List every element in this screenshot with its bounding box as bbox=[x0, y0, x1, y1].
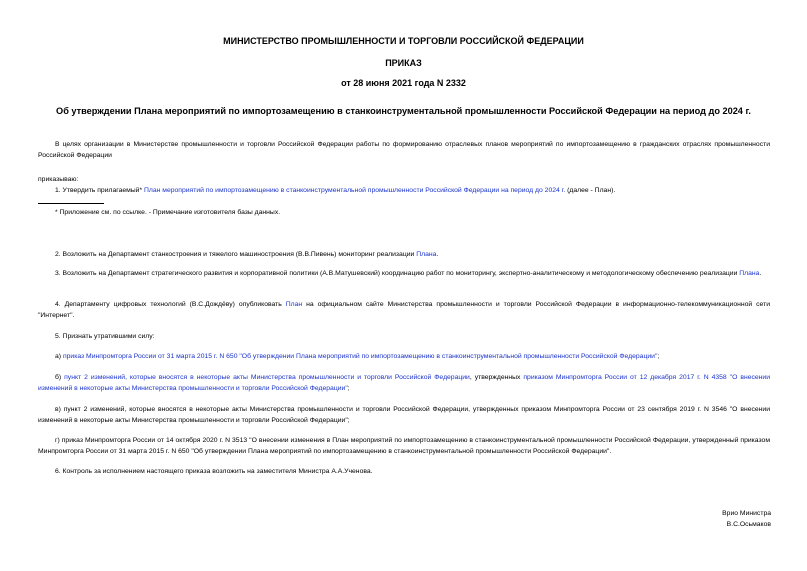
plan-link[interactable]: Плана bbox=[416, 251, 437, 258]
paragraph-1-suffix: (далее - План). bbox=[565, 187, 616, 194]
plan-link[interactable]: Плана bbox=[739, 270, 760, 277]
paragraph-5a-suffix: ; bbox=[657, 353, 660, 360]
paragraph-5a bbox=[38, 352, 770, 363]
plan-link[interactable]: План bbox=[285, 301, 303, 308]
paragraph-3-text: 3. Возложить на Департамент стратегического развития и корпоративной политики (А.В.Матушевский) координацию работ по мониторингу, экспертно-аналитическому и методологическому обеспечению реализации bbox=[55, 270, 740, 277]
paragraph-5b-prefix: б) bbox=[55, 374, 65, 381]
paragraph-5b-suffix: ; bbox=[347, 384, 350, 392]
ministry-heading: МИНИСТЕРСТВО ПРОМЫШЛЕННОСТИ И ТОРГОВЛИ РОССИЙСКОЙ ФЕДЕРАЦИИ bbox=[223, 36, 584, 46]
paragraph-3-suffix: . bbox=[759, 270, 762, 277]
paragraph-5a-prefix: а) bbox=[55, 353, 63, 360]
paragraph-2 bbox=[38, 250, 770, 261]
paragraph-3 bbox=[38, 269, 770, 280]
intro-paragraph: В целях организации в Министерстве промышленности и торговли Российской Федерации работы по формированию отраслевых планов мероприятий по импортозамещению в гражданских отраслях промышленности Российской Федерации bbox=[38, 141, 770, 159]
order-4358-link[interactable]: приказом Минпромторга России от 12 декабря 2017 г. N 4358 "О внесении изменений в некоторые акты Министерства промышленности и торговли Российской Федерации" bbox=[38, 374, 771, 392]
paragraph-5b-mid: , утвержденных bbox=[469, 374, 524, 381]
paragraph-5: 5. Признать утратившими силу: bbox=[55, 333, 155, 340]
document-title: Об утверждении Плана мероприятий по импортозамещению в станкоинструментальной промышленности Российской Федерации на период до 2024 г. bbox=[56, 106, 751, 116]
document-date: от 28 июня 2021 года N 2332 bbox=[341, 78, 466, 88]
paragraph-5g: г) приказ Минпромторга России от 14 октября 2020 г. N 3513 "О внесении изменения в План мероприятий по импортозамещению в станкоинструментальной промышленности Российской Федерации, утвержденный приказом Минпромторга России от 31 марта 2015 г. N 650 "Об утверждении Плана мероприятий по импортозамещению в станкоинструментальной промышленности Российской Федерации". bbox=[38, 437, 771, 455]
paragraph-5b bbox=[38, 373, 770, 394]
paragraph-6: 6. Контроль за исполнением настоящего приказа возложить на заместителя Министра А.А.Ученова. bbox=[55, 468, 373, 475]
paragraph-2-suffix: . bbox=[436, 251, 439, 258]
paragraph-4 bbox=[38, 300, 770, 321]
paragraph-5v: в) пункт 2 изменений, которые вносятся в некоторые акты Министерства промышленности и торговли Российской Федерации, утвержденных приказом Минпромторга России от 23 сентября 2019 г. N 3546 "О внесении изменений в некоторые акты Министерства промышленности и торговли Российской Федерации"; bbox=[38, 406, 770, 424]
document-type: ПРИКАЗ bbox=[385, 58, 422, 68]
paragraph-1-text: 1. Утвердить прилагаемый* bbox=[55, 187, 145, 194]
signature-name: В.С.Осьмаков bbox=[726, 521, 771, 528]
amendments-link[interactable]: пункт 2 изменений, которые вносятся в некоторые акты Министерства промышленности и торговли Российской Федерации bbox=[64, 374, 470, 381]
paragraph-2-text: 2. Возложить на Департамент станкостроения и тяжелого машиностроения (В.В.Пивень) мониторинг реализации bbox=[55, 251, 417, 258]
plan-link[interactable]: План мероприятий по импортозамещению в станкоинструментальной промышленности Российской Федерации на период до 2024 г. bbox=[144, 187, 566, 194]
order-650-link[interactable]: приказ Минпромторга России от 31 марта 2015 г. N 650 "Об утверждении Плана мероприятий по импортозамещению в станкоинструментальной промышленности Российской Федерации" bbox=[62, 353, 658, 360]
footnote: * Приложение см. по ссылке. - Примечание изготовителя базы данных. bbox=[55, 209, 281, 216]
paragraph-1 bbox=[38, 186, 770, 197]
paragraph-4-suffix: на официальном сайте Министерства промышленности и торговли Российской Федерации в информационно-телекоммуникационной сети "Интернет". bbox=[38, 301, 770, 319]
orders-label: приказываю: bbox=[38, 176, 79, 183]
footnote-divider bbox=[38, 203, 104, 204]
paragraph-4-text: 4. Департаменту цифровых технологий (В.С.Дождёву) опубликовать bbox=[55, 301, 286, 308]
signature-position: Врио Министра bbox=[722, 510, 771, 517]
